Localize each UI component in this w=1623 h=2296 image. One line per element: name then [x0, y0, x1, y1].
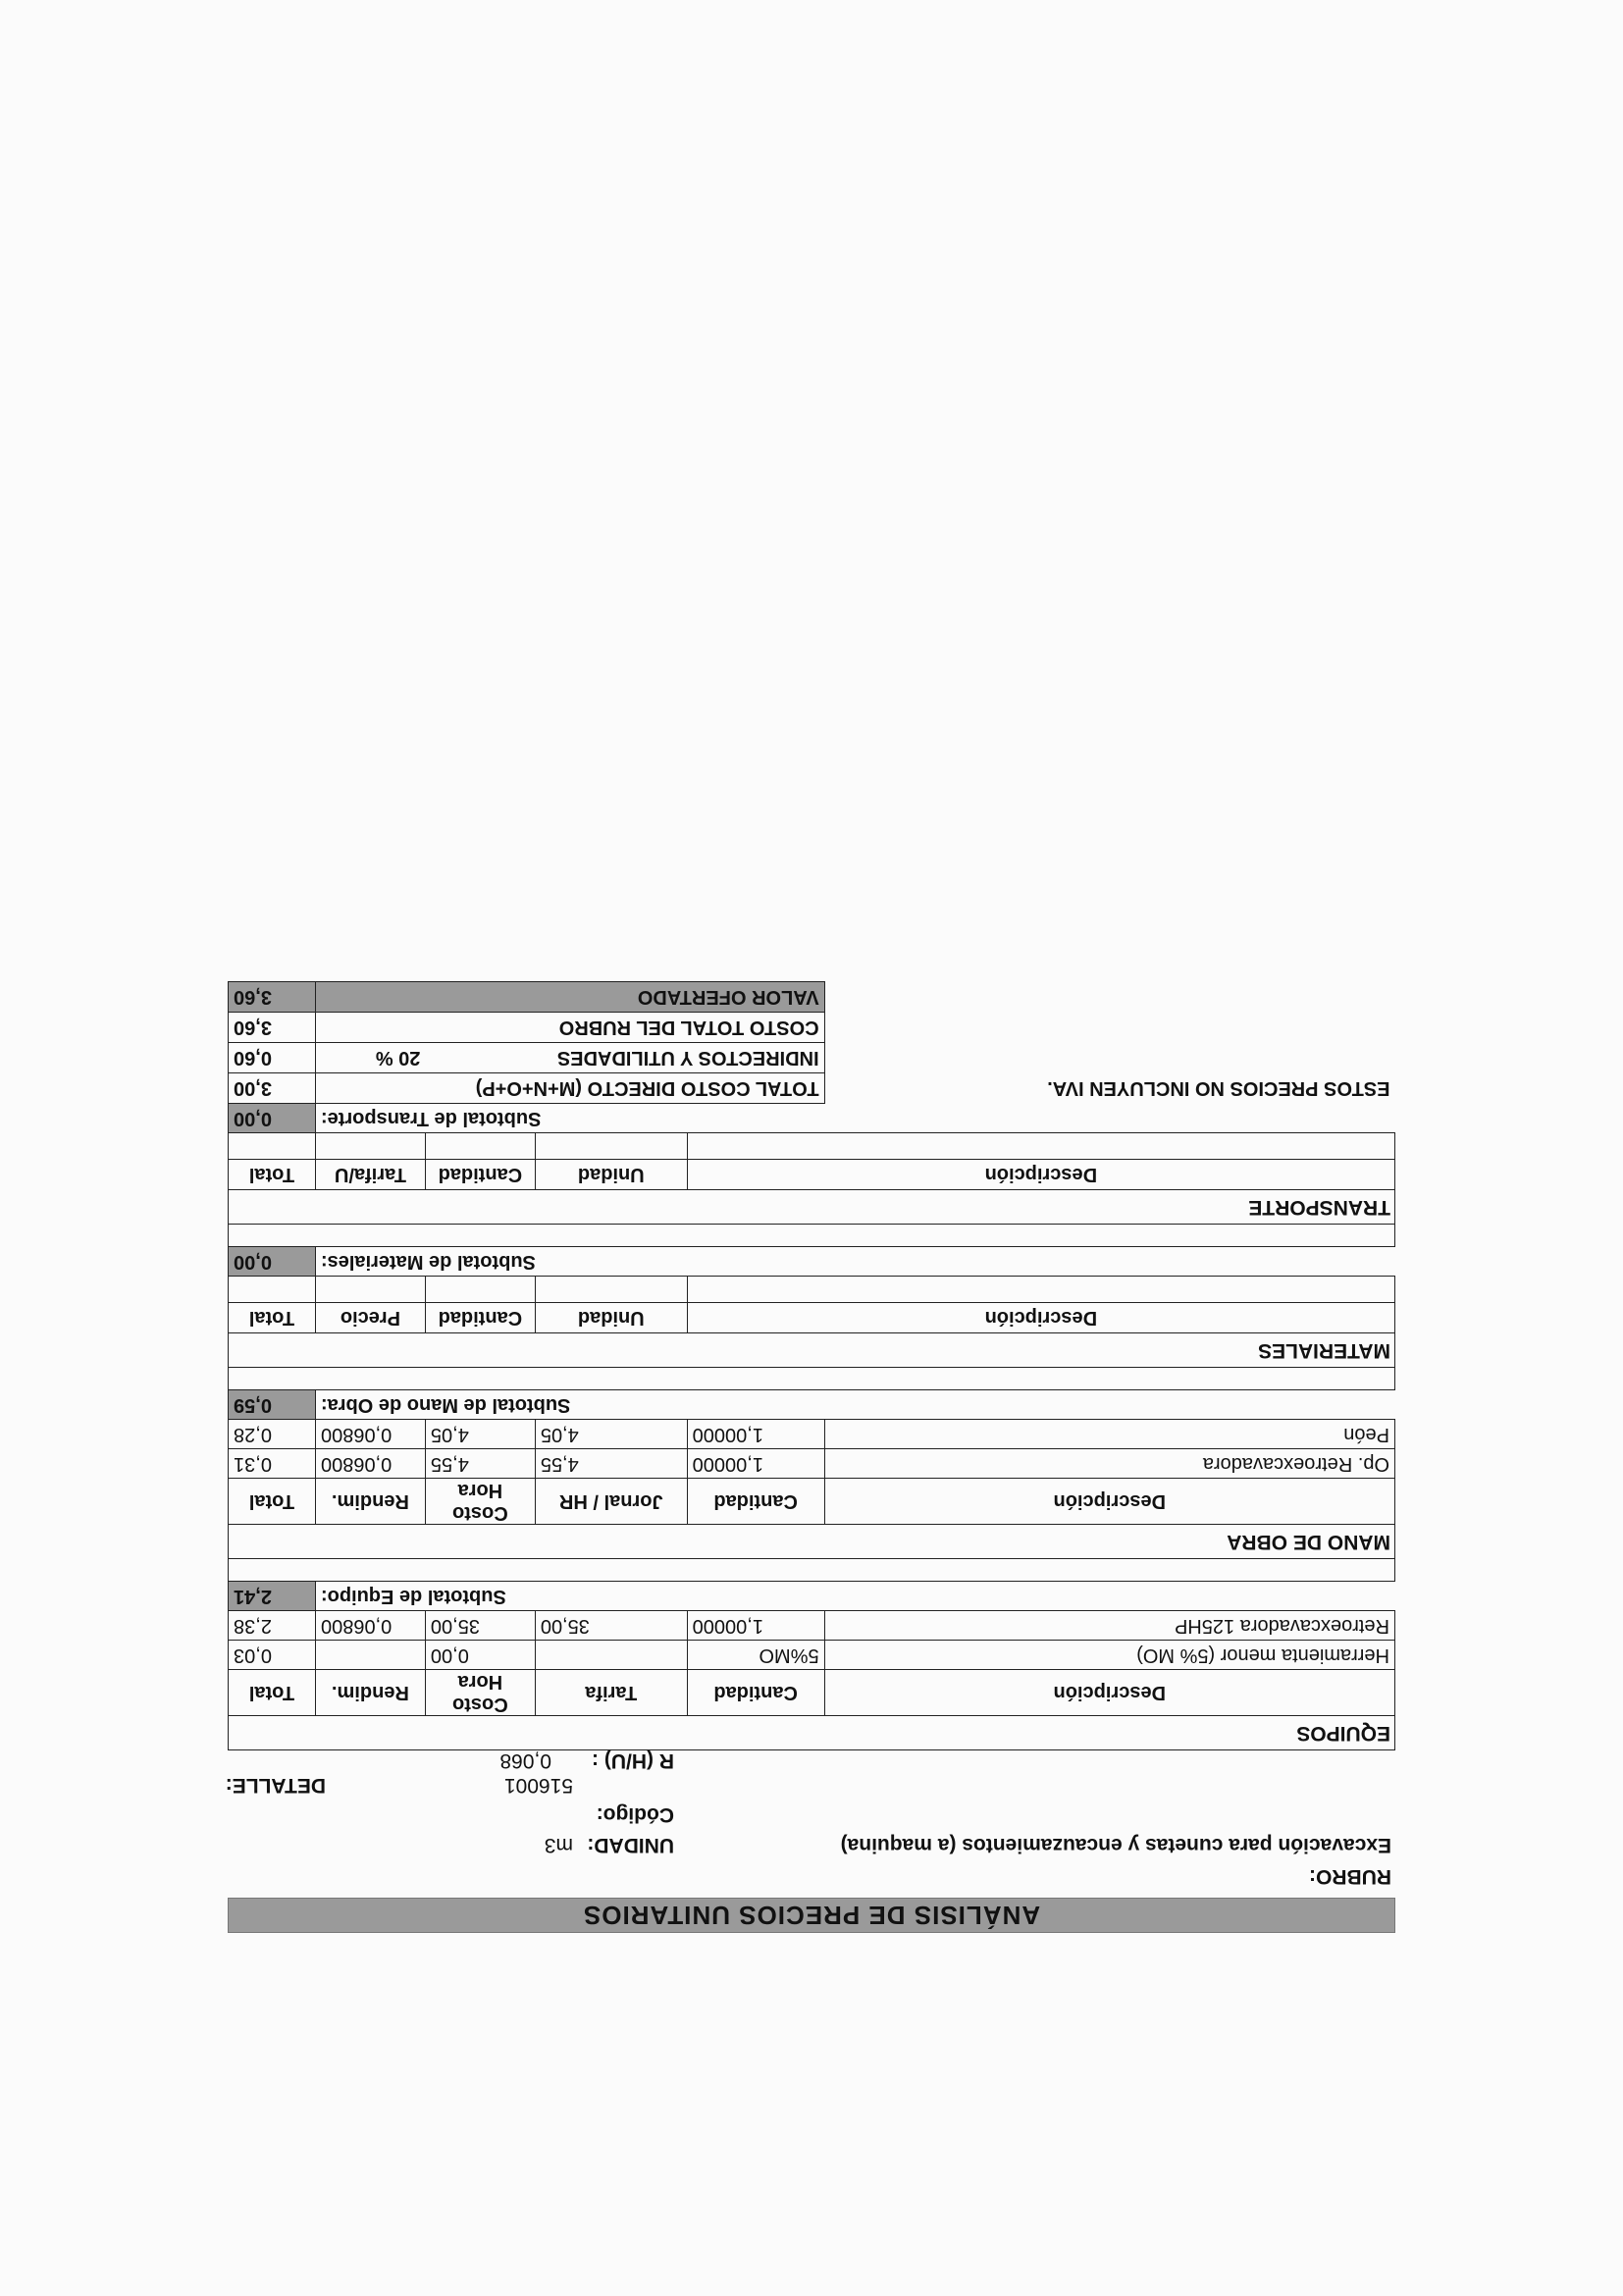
column-header: Rendim.: [315, 1479, 425, 1525]
cell-empty: [687, 1277, 1394, 1303]
cell-empty: [425, 1133, 535, 1160]
rubro-label: RUBRO:: [1309, 1865, 1391, 1888]
cell-costo-hora: 4,55: [425, 1449, 535, 1479]
mano-obra-subtotal-row: [229, 1390, 1395, 1420]
cell-empty: [687, 1133, 1394, 1160]
cell-total: 0,31: [229, 1449, 316, 1479]
cell-rendim: 0,06800: [315, 1420, 425, 1449]
cell-costo-hora: 4,05: [425, 1420, 535, 1449]
mano-obra-title-row: [229, 1525, 1395, 1559]
codigo-value: 516001: [503, 1774, 573, 1797]
cell-empty: [425, 1277, 535, 1303]
cell-total: 0,03: [229, 1641, 316, 1670]
cell-empty: [229, 1277, 316, 1303]
indirectos-row: [229, 1043, 1395, 1073]
equipos-subtotal-label: Subtotal de Equipo:: [320, 1586, 506, 1607]
column-header: Costo Hora: [425, 1479, 535, 1525]
transporte-header-row: [229, 1160, 1395, 1190]
column-header: Cantidad: [425, 1303, 535, 1333]
column-header: Descripción: [687, 1303, 1394, 1333]
detalle-label: DETALLE:: [225, 1774, 326, 1797]
column-header: Tarifa/U: [315, 1160, 425, 1190]
cell-costo-hora: 0,00: [425, 1641, 535, 1670]
cell-cantidad: 1,00000: [687, 1611, 824, 1641]
table-row: [229, 1133, 1395, 1160]
apu-document: [225, 981, 1395, 1933]
table-row: [229, 1611, 1395, 1641]
table-row: [229, 1449, 1395, 1479]
column-header: Precio: [315, 1303, 425, 1333]
apu-table: [228, 981, 1395, 1750]
cell-tarifa: [535, 1641, 687, 1670]
valor-ofertado-value: 3,60: [229, 982, 316, 1013]
cell-empty: [315, 1277, 425, 1303]
costo-directo-row: [229, 1073, 1395, 1104]
cell-empty: [535, 1133, 687, 1160]
cell-cantidad: 1,00000: [687, 1420, 824, 1449]
rhu-value: 0,068: [499, 1749, 551, 1772]
column-header: Descripción: [824, 1670, 1394, 1716]
cell-empty: [315, 1133, 425, 1160]
cell-descripcion: Herramienta menor (5% MO): [824, 1641, 1394, 1670]
materiales-subtotal-label: Subtotal de Materiales:: [320, 1251, 536, 1273]
column-header: Cantidad: [687, 1479, 824, 1525]
unidad-value: m3: [544, 1834, 573, 1856]
cell-cantidad: 1,00000: [687, 1449, 824, 1479]
materiales-title-row: [229, 1333, 1395, 1368]
spacer-row: [229, 1368, 1395, 1390]
cell-total: 0,28: [229, 1420, 316, 1449]
costo-total-value: 3,60: [229, 1013, 316, 1043]
iva-note: ESTOS PRECIOS NO INCLUYEN IVA.: [1047, 1077, 1390, 1100]
table-row: [229, 1277, 1395, 1303]
spacer-cell: [229, 1559, 1395, 1582]
transporte-title: TRANSPORTE: [229, 1190, 1395, 1225]
rhu-label: R (H/U) :: [592, 1749, 674, 1772]
materiales-subtotal-value: 0,00: [229, 1247, 316, 1277]
materiales-title: MATERIALES: [229, 1333, 1395, 1368]
column-header: Unidad: [535, 1303, 687, 1333]
column-header: Rendim.: [315, 1670, 425, 1716]
column-header: Total: [229, 1479, 316, 1525]
cell-rendim: 0,06800: [315, 1449, 425, 1479]
cell-rendim: [315, 1641, 425, 1670]
spacer-cell: [229, 1368, 1395, 1390]
equipos-header-row: [229, 1670, 1395, 1716]
cell-descripcion: Op. Retroexcavadora: [824, 1449, 1394, 1479]
rubro-header: [225, 1749, 1395, 1898]
equipos-title: EQUIPOS: [229, 1716, 1395, 1750]
mano-obra-title: MANO DE OBRA: [229, 1525, 1395, 1559]
blank-cell: [824, 982, 1394, 1013]
cell-descripcion: Retroexcavadora 125HP: [824, 1611, 1394, 1641]
costo-directo-value: 3,00: [229, 1073, 316, 1104]
upside-down-sheet: [0, 986, 1623, 2296]
table-row: [229, 1641, 1395, 1670]
column-header: Total: [229, 1670, 316, 1716]
mano-obra-subtotal-value: 0,59: [229, 1390, 316, 1420]
cell-cantidad: 5%MO: [687, 1641, 824, 1670]
cell-jornal: 4,05: [535, 1420, 687, 1449]
column-header: Unidad: [535, 1160, 687, 1190]
column-header: Total: [229, 1303, 316, 1333]
mano-obra-subtotal-label: Subtotal de Mano de Obra:: [320, 1394, 571, 1416]
column-header: Jornal / HR: [535, 1479, 687, 1525]
codigo-label: Código:: [596, 1803, 674, 1826]
cell-rendim: 0,06800: [315, 1611, 425, 1641]
column-header: Cantidad: [425, 1160, 535, 1190]
blank-cell: [824, 1043, 1394, 1073]
materiales-subtotal-row: [229, 1247, 1395, 1277]
cell-total: 2,38: [229, 1611, 316, 1641]
spacer-row: [229, 1559, 1395, 1582]
costo-directo-label: TOTAL COSTO DIRECTO (M+N+O+P): [315, 1073, 824, 1104]
valor-ofertado-row: [229, 982, 1395, 1013]
column-header: Total: [229, 1160, 316, 1190]
cell-empty: [535, 1277, 687, 1303]
transporte-title-row: [229, 1190, 1395, 1225]
column-header: Descripción: [687, 1160, 1394, 1190]
column-header: Costo Hora: [425, 1670, 535, 1716]
cell-tarifa: 35,00: [535, 1611, 687, 1641]
unidad-label: UNIDAD:: [587, 1834, 674, 1856]
indirectos-value: 0,60: [229, 1043, 316, 1073]
rubro-value: Excavación para cunetas y encauzamientos (a maquina): [840, 1834, 1391, 1856]
valor-ofertado-label: VALOR OFERTADO: [315, 982, 824, 1013]
costo-total-row: [229, 1013, 1395, 1043]
blank-cell: [824, 1013, 1394, 1043]
materiales-header-row: [229, 1303, 1395, 1333]
cell-jornal: 4,55: [535, 1449, 687, 1479]
transporte-subtotal-value: 0,00: [229, 1104, 316, 1133]
column-header: Tarifa: [535, 1670, 687, 1716]
document-title: ANÁLISIS DE PRECIOS UNITARIOS: [228, 1898, 1395, 1933]
spacer-row: [229, 1225, 1395, 1247]
indirectos-percent: 20 %: [315, 1043, 425, 1073]
column-header: Cantidad: [687, 1670, 824, 1716]
equipos-subtotal-value: 2,41: [229, 1582, 316, 1611]
spacer-cell: [229, 1225, 1395, 1247]
transporte-subtotal-row: [229, 1104, 1395, 1133]
equipos-subtotal-row: [229, 1582, 1395, 1611]
equipos-title-row: [229, 1716, 1395, 1750]
costo-total-label: COSTO TOTAL DEL RUBRO: [315, 1013, 824, 1043]
mano-obra-header-row: [229, 1479, 1395, 1525]
indirectos-label: INDIRECTOS Y UTILIDADES: [425, 1043, 824, 1073]
cell-empty: [229, 1133, 316, 1160]
cell-costo-hora: 35,00: [425, 1611, 535, 1641]
table-row: [229, 1420, 1395, 1449]
transporte-subtotal-label: Subtotal de Transporte:: [320, 1108, 542, 1129]
cell-descripcion: Peón: [824, 1420, 1394, 1449]
column-header: Descripción: [824, 1479, 1394, 1525]
